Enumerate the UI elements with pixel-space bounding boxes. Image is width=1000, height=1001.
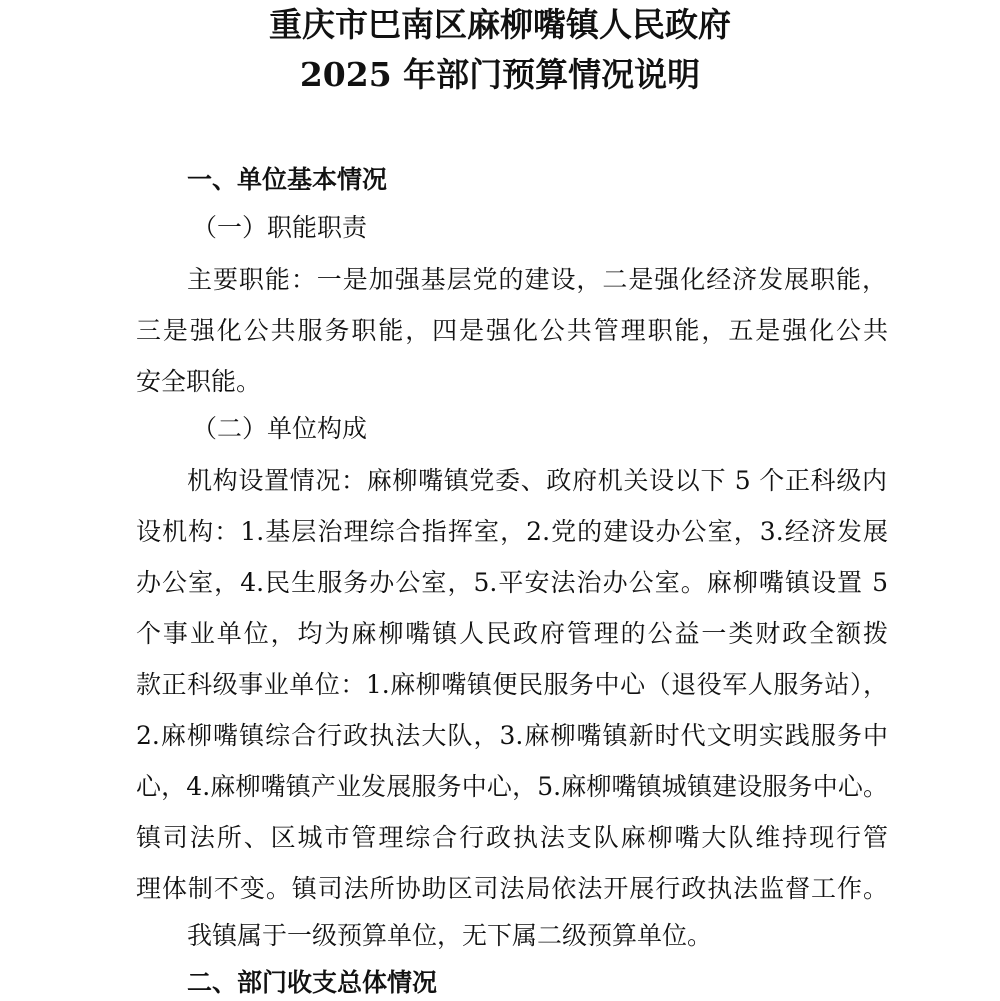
section-heading-basic-info: 一、单位基本情况: [187, 165, 388, 194]
paragraph-line: 心，4.麻柳嘴镇产业发展服务中心，5.麻柳嘴镇城镇建设服务中心。: [136, 772, 888, 801]
section-heading-revenue-expenditure: 二、部门收支总体情况: [187, 968, 438, 997]
paragraph-note-budget-level: 我镇属于一级预算单位，无下属二级预算单位。: [187, 921, 713, 950]
paragraph-line: 个事业单位，均为麻柳嘴镇人民政府管理的公益一类财政全额拨: [136, 619, 888, 648]
paragraph-line: 款正科级事业单位：1.麻柳嘴镇便民服务中心（退役军人服务站），: [136, 670, 888, 699]
paragraph-line: 主要职能：一是加强基层党的建设，二是强化经济发展职能，: [187, 265, 887, 294]
paragraph-line: 安全职能。: [136, 367, 262, 396]
paragraph-line: 2.麻柳嘴镇综合行政执法大队，3.麻柳嘴镇新时代文明实践服务中: [136, 721, 888, 750]
paragraph-line: 机构设置情况：麻柳嘴镇党委、政府机关设以下 5 个正科级内: [187, 466, 887, 495]
paragraph-line: 设机构：1.基层治理综合指挥室，2.党的建设办公室，3.经济发展: [136, 517, 888, 546]
paragraph-line: 理体制不变。镇司法所协助区司法局依法开展行政执法监督工作。: [136, 874, 888, 903]
paragraph-line: 办公室，4.民生服务办公室，5.平安法治办公室。麻柳嘴镇设置 5: [136, 568, 888, 597]
paragraph-line: 镇司法所、区城市管理综合行政执法支队麻柳嘴大队维持现行管: [136, 823, 888, 852]
document-title-line1: 重庆市巴南区麻柳嘴镇人民政府: [269, 5, 731, 44]
subsection-heading-structure: （二）单位构成: [192, 414, 368, 443]
document-title-line2: 2025 年部门预算情况说明: [299, 55, 701, 94]
subsection-heading-functions: （一）职能职责: [192, 213, 368, 242]
paragraph-line: 三是强化公共服务职能，四是强化公共管理职能，五是强化公共: [136, 316, 888, 345]
